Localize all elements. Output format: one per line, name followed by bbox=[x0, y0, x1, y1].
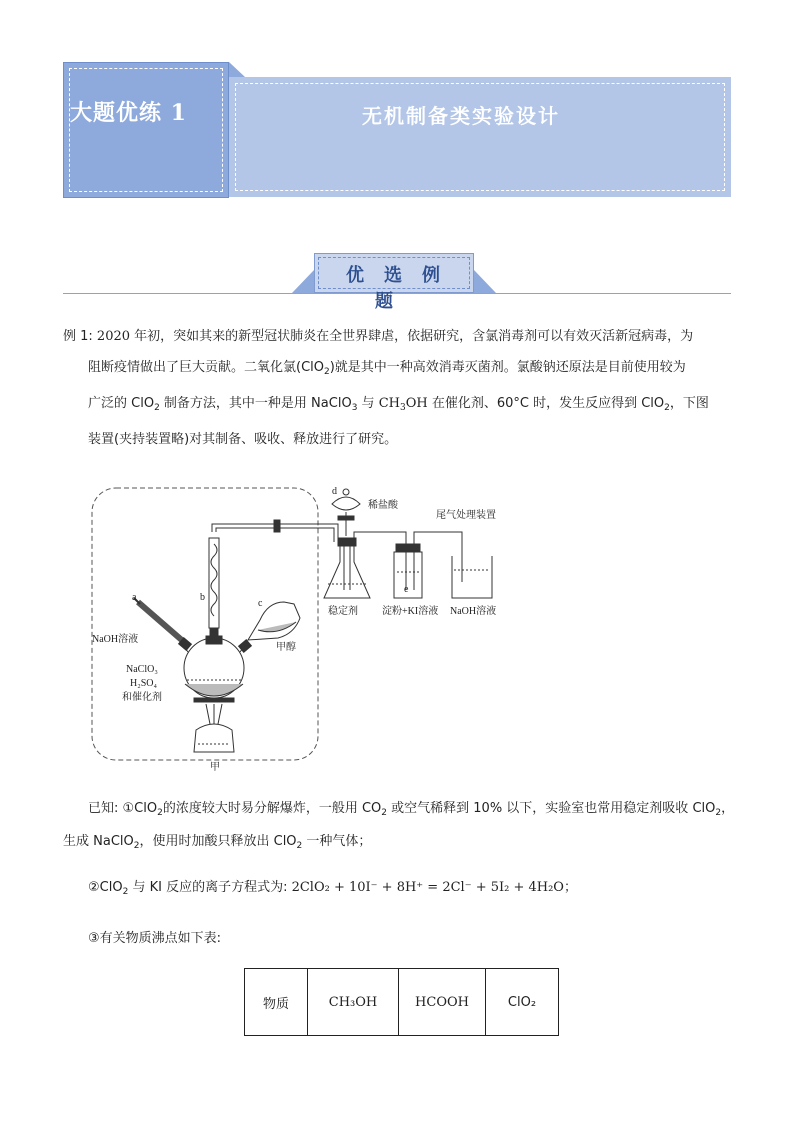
alcohol-lamp bbox=[194, 724, 234, 752]
label-naclo3: NaClO₃ bbox=[126, 664, 158, 675]
label-naoh-solution: NaOH溶液 bbox=[92, 634, 139, 645]
table-cell-substance: 物质 bbox=[245, 969, 308, 1036]
condenser-b bbox=[209, 538, 219, 628]
example-text-3e: ，下图 bbox=[669, 396, 709, 411]
section-badge bbox=[314, 253, 474, 312]
example-text-4: 装置(夹持装置略)对其制备、吸收、释放进行了研究。 bbox=[88, 432, 398, 447]
apparatus-figure bbox=[88, 472, 524, 774]
example-number: 例 1: bbox=[63, 329, 97, 344]
label-c: c bbox=[258, 598, 263, 609]
table-cell-hcooh: HCOOH bbox=[399, 969, 486, 1036]
subscript: 2 bbox=[133, 841, 140, 851]
subscript: 2 bbox=[154, 403, 160, 413]
example-text-1: 年初，突如其来的新型冠状肺炎在全世界肆虐，依据研究，含氯消毒剂可以有效灭活新冠病毒，为 bbox=[130, 329, 694, 344]
subscript: 2 bbox=[664, 403, 670, 413]
known-text-2a: 生成 NaClO bbox=[63, 834, 134, 849]
example-text-2a: 阻断疫情做出了巨大贡献。二氧化氯(ClO bbox=[88, 360, 324, 375]
header-banner-notch bbox=[229, 62, 245, 77]
subscript: 2 bbox=[324, 367, 330, 377]
stabilizer-flask bbox=[324, 546, 370, 598]
known-text-3a: ②ClO bbox=[88, 880, 123, 895]
label-tail-gas: 尾气处理装置 bbox=[436, 510, 496, 521]
known-text-3b: 与 KI 反应的离子方程式为: bbox=[128, 880, 292, 895]
subscript: 2 bbox=[157, 808, 163, 818]
formula-ch3oh: CH bbox=[378, 396, 400, 411]
known-text-2c: 一种气体； bbox=[302, 834, 372, 849]
section-badge-label: 优选例题 bbox=[346, 265, 460, 312]
known-text-1b: 的浓度较大时易分解爆炸，一般用 CO bbox=[162, 801, 382, 816]
table-cell-clo2: ClO₂ bbox=[486, 969, 559, 1036]
naoh-beaker bbox=[452, 556, 492, 598]
label-naoh-solution-2: NaOH溶液 bbox=[450, 606, 497, 617]
known-text-1a: 已知: ①ClO bbox=[88, 801, 158, 816]
example-year: 2020 bbox=[96, 329, 131, 344]
example-text-3c: 与 bbox=[357, 396, 379, 411]
boiling-point-table bbox=[244, 968, 559, 1036]
dashed-box-jia bbox=[92, 488, 318, 760]
table-cell-ch3oh: CH₃OH bbox=[308, 969, 399, 1036]
known-text-4: ③有关物质沸点如下表: bbox=[88, 931, 222, 946]
badge-wing-left bbox=[292, 270, 314, 293]
example-text-3d: 在催化剂、60°C 时，发生反应得到 ClO bbox=[427, 396, 665, 411]
known-line-4 bbox=[88, 931, 221, 947]
subscript: 2 bbox=[122, 887, 129, 897]
example-line-1 bbox=[63, 329, 693, 345]
subscript: 2 bbox=[296, 841, 303, 851]
label-jia: 甲 bbox=[210, 762, 220, 773]
separatory-funnel-d bbox=[332, 497, 360, 510]
label-starch-ki: 淀粉+KI溶液 bbox=[382, 606, 439, 617]
table-row bbox=[245, 969, 559, 1036]
known-text-2b: ，使用时加酸只释放出 ClO bbox=[139, 834, 297, 849]
known-line-2 bbox=[63, 834, 371, 854]
example-line-3 bbox=[88, 396, 709, 416]
header-banner-right bbox=[229, 77, 731, 197]
subscript: 3 bbox=[399, 403, 406, 413]
known-text-1c: 或空气稀释到 10% 以下，实验室也常用稳定剂吸收 ClO bbox=[387, 801, 716, 816]
label-d: d bbox=[332, 486, 337, 497]
example-text-2b: )就是其中一种高效消毒灭菌剂。氯酸钠还原法是目前使用较为 bbox=[329, 360, 686, 375]
label-b: b bbox=[200, 592, 205, 603]
badge-wing-right bbox=[474, 270, 496, 293]
header-subtitle: 无机制备类实验设计 bbox=[362, 104, 560, 128]
label-a: a bbox=[132, 592, 137, 603]
header-title: 大题优练 1 bbox=[70, 100, 187, 126]
label-e: e bbox=[404, 584, 409, 595]
dropping-funnel-c bbox=[248, 602, 300, 640]
subscript: 2 bbox=[715, 808, 722, 818]
label-dilute-hcl: 稀盐酸 bbox=[368, 500, 398, 511]
label-stabilizer: 稳定剂 bbox=[328, 606, 358, 617]
ionic-equation: 2ClO₂ + 10I⁻ + 8H⁺ = 2Cl⁻ + 5I₂ + 4H₂O bbox=[291, 880, 564, 895]
known-line-3 bbox=[88, 880, 577, 900]
subscript: 2 bbox=[381, 808, 388, 818]
label-catalyst: 和催化剂 bbox=[122, 692, 162, 703]
known-text-3c: ； bbox=[563, 880, 577, 895]
stopcock-icon bbox=[274, 520, 280, 532]
known-line-1 bbox=[88, 801, 734, 821]
example-text-3a: 广泛的 ClO bbox=[88, 396, 155, 411]
example-line-2 bbox=[88, 360, 686, 380]
formula-ch3oh-end: OH bbox=[405, 396, 428, 411]
subscript: 3 bbox=[351, 403, 358, 413]
header-banner-left bbox=[63, 62, 229, 198]
label-h2so4: H₂SO₄ bbox=[130, 678, 157, 689]
known-text-1d: ， bbox=[721, 801, 735, 816]
example-line-4 bbox=[88, 432, 397, 448]
syringe-a bbox=[138, 602, 184, 642]
label-methanol: 甲醇 bbox=[276, 642, 296, 653]
example-text-3b: 制备方法，其中一种是用 NaClO bbox=[159, 396, 352, 411]
